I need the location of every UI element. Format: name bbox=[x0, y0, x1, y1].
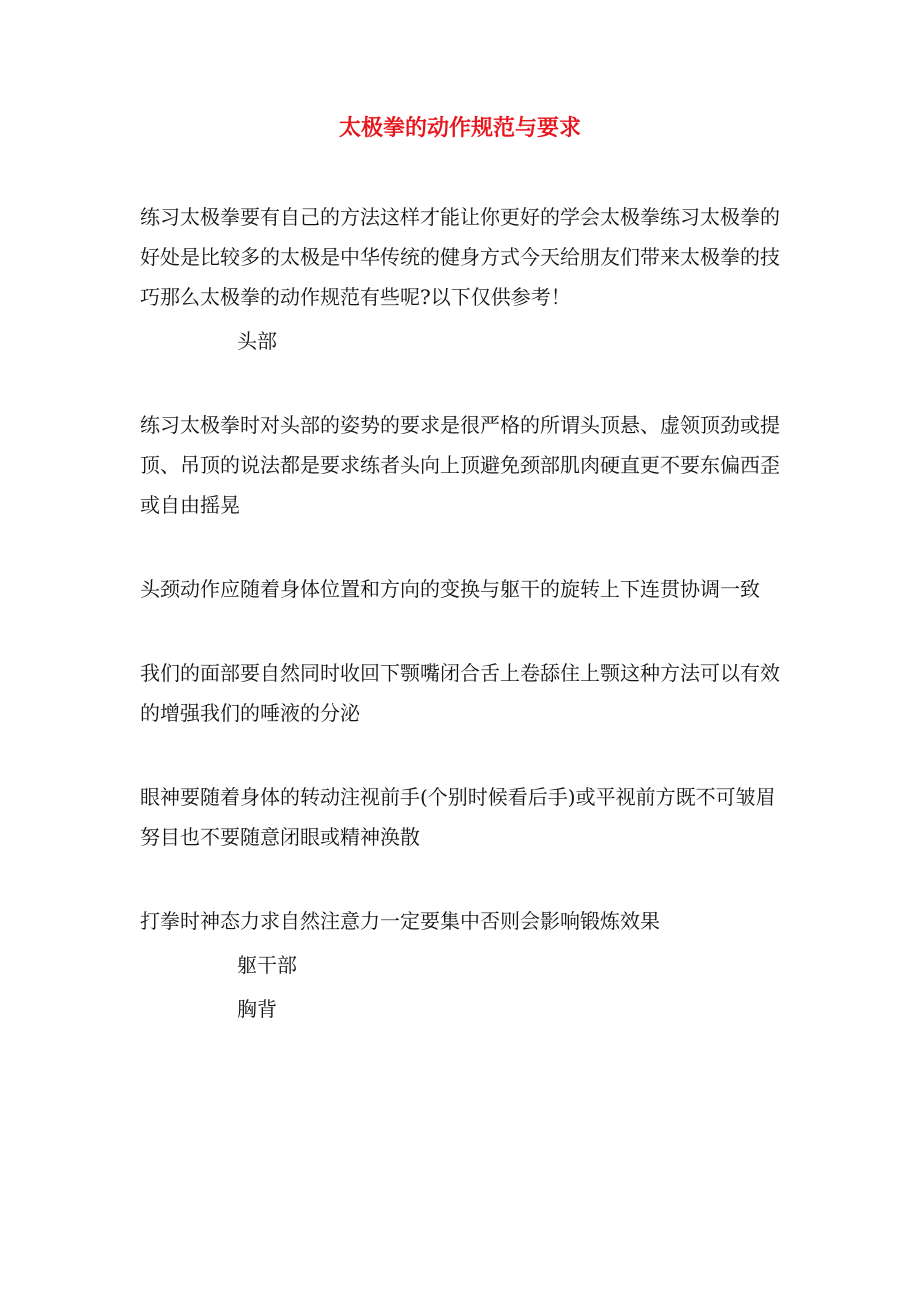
section-heading-chest: 胸背 bbox=[237, 997, 277, 1021]
document-body bbox=[140, 197, 790, 1029]
document-title: 太极拳的动作规范与要求 bbox=[338, 115, 581, 141]
paragraph-eyes: 眼神要随着身体的转动注视前手(个别时候看后手)或平视前方既不可皱眉努目也不要随意闭眼或精神涣散 bbox=[140, 785, 776, 849]
intro-paragraph: 练习太极拳要有自己的方法这样才能让你更好的学会太极拳练习太极拳的好处是比较多的太极是中华传统的健身方式今天给朋友们带来太极拳的技巧那么太极拳的动作规范有些呢?以下仅供参考！ bbox=[140, 205, 780, 309]
section-heading-head: 头部 bbox=[237, 329, 277, 353]
section-heading-torso: 躯干部 bbox=[237, 953, 297, 977]
paragraph-face: 我们的面部要自然同时收回下颚嘴闭合舌上卷舔住上颚这种方法可以有效的增强我们的唾液的分泌 bbox=[140, 661, 780, 725]
paragraph-concentration: 打拳时神态力求自然注意力一定要集中否则会影响锻炼效果 bbox=[140, 909, 660, 933]
paragraph-neck-movement: 头颈动作应随着身体位置和方向的变换与躯干的旋转上下连贯协调一致 bbox=[140, 577, 760, 601]
paragraph-head-posture: 练习太极拳时对头部的姿势的要求是很严格的所谓头顶悬、虚领顶劲或提顶、吊顶的说法都是要求练者头向上顶避免颈部肌肉硬直更不要东偏西歪或自由摇晃 bbox=[140, 413, 780, 517]
